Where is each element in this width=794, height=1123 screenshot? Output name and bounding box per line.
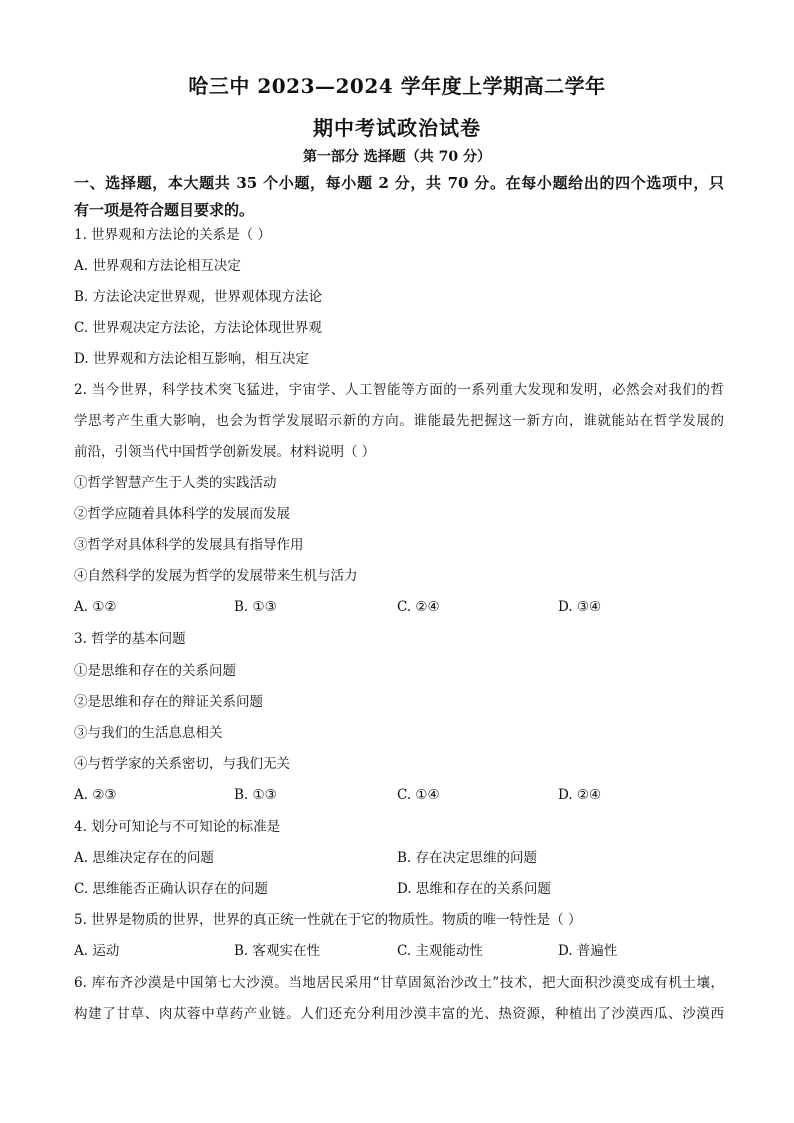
q2-stem-line3: 前沿，引领当代中国哲学创新发展。材料说明（ ） — [74, 444, 376, 460]
q1-option-d: D. 世界观和方法论相互影响，相互决定 — [74, 351, 309, 367]
q5-option-a: A. 运动 — [74, 943, 120, 959]
q3-option-b: B. ①③ — [234, 787, 277, 803]
q1-option-c: C. 世界观决定方法论，方法论体现世界观 — [74, 320, 322, 336]
q3-statement-4: ④与哲学家的关系密切，与我们无关 — [74, 756, 290, 772]
q4-option-b: B. 存在决定思维的问题 — [397, 850, 538, 866]
q2-statement-2: ②哲学应随着具体科学的发展而发展 — [74, 506, 290, 522]
q6-stem-line2: 构建了甘草、肉苁蓉中草药产业链。人们还充分利用沙漠丰富的光、热资源，种植出了沙漠西瓜、沙漠西 — [74, 1006, 724, 1022]
q2-statement-4: ④自然科学的发展为哲学的发展带来生机与活力 — [74, 568, 358, 584]
q5-stem: 5. 世界是物质的世界，世界的真正统一性就在于它的物质性。物质的唯一特性是（ ） — [74, 912, 582, 928]
q2-option-c: C. ②④ — [397, 599, 440, 615]
exam-title-line1: 哈三中 2023—2024 学年度上学期高二学年 — [188, 74, 606, 98]
q4-option-c: C. 思维能否正确认识存在的问题 — [74, 881, 268, 897]
q2-stem-line1: 2. 当今世界，科学技术突飞猛进，宇宙学、人工智能等方面的一系列重大发现和发明，必然会对我们的哲 — [74, 382, 724, 398]
q1-stem: 1. 世界观和方法论的关系是（ ） — [74, 227, 271, 243]
q6-stem-line1: 6. 库布齐沙漠是中国第七大沙漠。当地居民采用“甘草固氮治沙改土”技术，把大面积沙漠变成有机土壤， — [74, 975, 724, 991]
q4-option-d: D. 思维和存在的关系问题 — [397, 881, 551, 897]
q3-statement-2: ②是思维和存在的辩证关系问题 — [74, 694, 263, 710]
q4-option-a: A. 思维决定存在的问题 — [74, 850, 214, 866]
q2-statement-1: ①哲学智慧产生于人类的实践活动 — [74, 475, 277, 491]
q3-option-d: D. ②④ — [558, 787, 602, 803]
q5-option-c: C. 主观能动性 — [397, 943, 483, 959]
q4-stem: 4. 划分可知论与不可知论的标准是 — [74, 819, 281, 835]
instructions — [74, 170, 724, 224]
q3-option-a: A. ②③ — [74, 787, 117, 803]
q3-option-c: C. ①④ — [397, 787, 440, 803]
q3-stem: 3. 哲学的基本问题 — [74, 631, 186, 647]
q1-option-b: B. 方法论决定世界观，世界观体现方法论 — [74, 289, 323, 305]
q5-option-b: B. 客观实在性 — [234, 943, 321, 959]
instructions-line1: 一、选择题，本大题共 35 个小题，每小题 2 分，共 70 分。在每小题给出的四个选项中，只 — [74, 174, 724, 192]
q3-statement-3: ③与我们的生活息息相关 — [74, 725, 223, 741]
q2-statement-3: ③哲学对具体科学的发展具有指导作用 — [74, 537, 304, 553]
q2-stem-line2: 学思考产生重大影响，也会为哲学发展昭示新的方向。谁能最先把握这一新方向，谁就能站在哲学发展的 — [74, 413, 724, 429]
instructions-line2: 有一项是符合题目要求的。 — [74, 201, 255, 219]
q2-option-d: D. ③④ — [558, 599, 602, 615]
q2-option-b: B. ①③ — [234, 599, 277, 615]
q5-option-d: D. 普遍性 — [558, 943, 618, 959]
q2-option-a: A. ①② — [74, 599, 117, 615]
section-title: 第一部分 选择题（共 70 分） — [302, 149, 492, 165]
exam-title-line2: 期中考试政治试卷 — [313, 116, 481, 140]
q1-option-a: A. 世界观和方法论相互决定 — [74, 258, 241, 274]
q3-statement-1: ①是思维和存在的关系问题 — [74, 663, 236, 679]
